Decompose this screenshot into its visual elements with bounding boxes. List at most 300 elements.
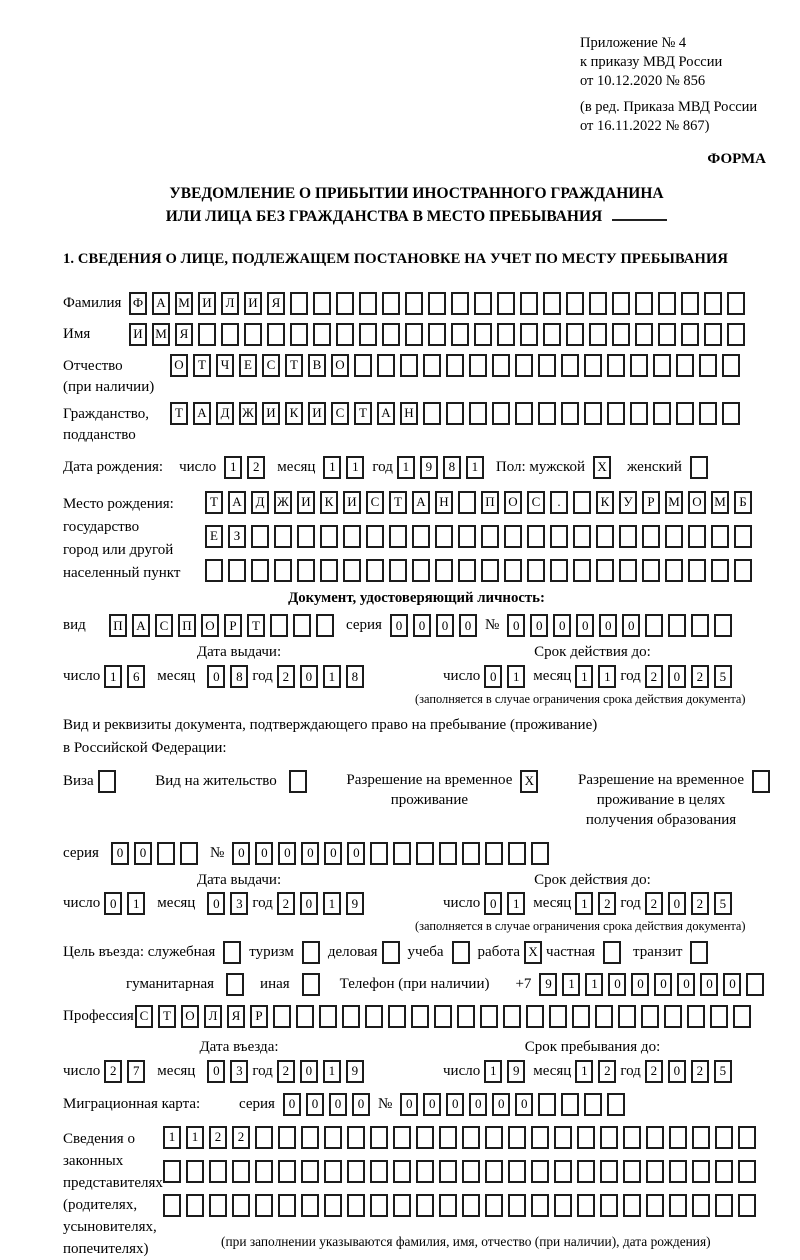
form-cell[interactable] (531, 1126, 549, 1149)
form-cell[interactable] (600, 1126, 618, 1149)
form-cell[interactable] (439, 1194, 457, 1217)
form-cell[interactable] (359, 292, 377, 315)
form-cell[interactable]: К (285, 402, 303, 425)
form-cell[interactable] (492, 402, 510, 425)
form-cell[interactable] (393, 1194, 411, 1217)
form-cell[interactable] (462, 1126, 480, 1149)
form-cell[interactable] (393, 1126, 411, 1149)
form-cell[interactable] (435, 525, 453, 548)
form-cell[interactable] (531, 1160, 549, 1183)
form-cell[interactable]: Т (193, 354, 211, 377)
form-cell[interactable] (457, 1005, 475, 1028)
form-cell[interactable] (157, 842, 175, 865)
form-cell[interactable]: Ч (216, 354, 234, 377)
form-cell[interactable] (452, 941, 470, 964)
form-cell[interactable]: 1 (127, 892, 145, 915)
form-cell[interactable] (393, 842, 411, 865)
form-cell[interactable] (343, 525, 361, 548)
form-cell[interactable] (297, 559, 315, 582)
form-cell[interactable] (572, 1005, 590, 1028)
form-cell[interactable]: 2 (232, 1126, 250, 1149)
form-cell[interactable] (370, 1160, 388, 1183)
form-cell[interactable]: 0 (207, 1060, 225, 1083)
form-cell[interactable]: А (412, 491, 430, 514)
form-cell[interactable]: 0 (723, 973, 741, 996)
form-cell[interactable] (642, 525, 660, 548)
form-cell[interactable] (451, 292, 469, 315)
form-cell[interactable] (458, 525, 476, 548)
form-cell[interactable] (690, 456, 708, 479)
form-cell[interactable] (416, 1160, 434, 1183)
form-cell[interactable] (722, 354, 740, 377)
form-cell[interactable]: 0 (677, 973, 695, 996)
form-cell[interactable] (255, 1194, 273, 1217)
form-cell[interactable] (336, 323, 354, 346)
form-cell[interactable] (319, 1005, 337, 1028)
form-cell[interactable] (301, 1194, 319, 1217)
form-cell[interactable] (573, 559, 591, 582)
form-cell[interactable] (589, 323, 607, 346)
form-cell[interactable]: 2 (598, 892, 616, 915)
form-cell[interactable] (549, 1005, 567, 1028)
form-cell[interactable] (733, 1005, 751, 1028)
form-cell[interactable] (324, 1160, 342, 1183)
form-cell[interactable]: 2 (645, 892, 663, 915)
form-cell[interactable]: 0 (654, 973, 672, 996)
form-cell[interactable] (382, 292, 400, 315)
form-cell[interactable] (423, 354, 441, 377)
form-cell[interactable]: 0 (306, 1093, 324, 1116)
form-cell[interactable] (584, 1093, 602, 1116)
form-cell[interactable] (715, 1126, 733, 1149)
form-cell[interactable]: 2 (104, 1060, 122, 1083)
form-cell[interactable] (389, 525, 407, 548)
form-cell[interactable] (618, 1005, 636, 1028)
form-cell[interactable]: С (366, 491, 384, 514)
form-cell[interactable] (301, 1126, 319, 1149)
form-cell[interactable]: Р (642, 491, 660, 514)
form-cell[interactable] (573, 491, 591, 514)
form-cell[interactable]: Т (247, 614, 265, 637)
form-cell[interactable]: 0 (668, 1060, 686, 1083)
form-cell[interactable] (612, 292, 630, 315)
form-cell[interactable]: 1 (585, 973, 603, 996)
form-cell[interactable] (612, 323, 630, 346)
form-cell[interactable] (377, 354, 395, 377)
form-cell[interactable]: 0 (111, 842, 129, 865)
form-cell[interactable]: Я (175, 323, 193, 346)
form-cell[interactable]: 1 (323, 892, 341, 915)
form-cell[interactable] (699, 402, 717, 425)
form-cell[interactable] (607, 402, 625, 425)
form-cell[interactable]: 0 (352, 1093, 370, 1116)
form-cell[interactable]: 0 (469, 1093, 487, 1116)
form-cell[interactable]: 5 (714, 892, 732, 915)
form-cell[interactable]: 1 (507, 665, 525, 688)
form-cell[interactable] (255, 1160, 273, 1183)
form-cell[interactable] (416, 1194, 434, 1217)
form-cell[interactable]: 9 (346, 1060, 364, 1083)
form-cell[interactable] (354, 354, 372, 377)
form-cell[interactable] (316, 614, 334, 637)
form-cell[interactable] (366, 525, 384, 548)
form-cell[interactable] (439, 1126, 457, 1149)
form-cell[interactable] (320, 525, 338, 548)
form-cell[interactable] (561, 354, 579, 377)
form-cell[interactable] (508, 1160, 526, 1183)
form-cell[interactable]: 2 (645, 1060, 663, 1083)
form-cell[interactable]: 0 (576, 614, 594, 637)
form-cell[interactable] (446, 402, 464, 425)
form-cell[interactable] (435, 559, 453, 582)
form-cell[interactable] (669, 1160, 687, 1183)
form-cell[interactable] (595, 1005, 613, 1028)
form-cell[interactable] (642, 559, 660, 582)
form-cell[interactable] (669, 1126, 687, 1149)
form-cell[interactable]: 3 (230, 892, 248, 915)
form-cell[interactable] (681, 292, 699, 315)
form-cell[interactable]: Р (250, 1005, 268, 1028)
form-cell[interactable]: 0 (301, 842, 319, 865)
form-cell[interactable] (366, 559, 384, 582)
form-cell[interactable]: О (170, 354, 188, 377)
form-cell[interactable] (370, 1126, 388, 1149)
form-cell[interactable]: Т (285, 354, 303, 377)
form-cell[interactable]: М (175, 292, 193, 315)
form-cell[interactable] (474, 292, 492, 315)
form-cell[interactable] (722, 402, 740, 425)
form-cell[interactable] (163, 1160, 181, 1183)
form-cell[interactable]: С (527, 491, 545, 514)
form-cell[interactable]: 2 (691, 1060, 709, 1083)
form-cell[interactable] (641, 1005, 659, 1028)
form-cell[interactable]: 9 (539, 973, 557, 996)
form-cell[interactable]: Е (205, 525, 223, 548)
form-cell[interactable] (278, 1126, 296, 1149)
form-cell[interactable] (320, 559, 338, 582)
form-cell[interactable]: С (135, 1005, 153, 1028)
form-cell[interactable]: 0 (484, 665, 502, 688)
form-cell[interactable]: 8 (346, 665, 364, 688)
form-cell[interactable] (664, 1005, 682, 1028)
form-cell[interactable]: 1 (575, 665, 593, 688)
form-cell[interactable] (738, 1194, 756, 1217)
form-cell[interactable] (458, 559, 476, 582)
form-cell[interactable] (313, 323, 331, 346)
form-cell[interactable]: И (129, 323, 147, 346)
form-cell[interactable] (400, 354, 418, 377)
form-cell[interactable] (600, 1194, 618, 1217)
form-cell[interactable]: 0 (446, 1093, 464, 1116)
form-cell[interactable] (658, 323, 676, 346)
form-cell[interactable] (527, 559, 545, 582)
form-cell[interactable] (405, 292, 423, 315)
form-cell[interactable]: А (228, 491, 246, 514)
form-cell[interactable]: И (262, 402, 280, 425)
form-cell[interactable] (274, 559, 292, 582)
form-cell[interactable]: П (178, 614, 196, 637)
form-cell[interactable]: Е (239, 354, 257, 377)
form-cell[interactable] (543, 292, 561, 315)
form-cell[interactable] (428, 292, 446, 315)
form-cell[interactable] (554, 1126, 572, 1149)
form-cell[interactable]: Н (400, 402, 418, 425)
form-cell[interactable] (554, 1160, 572, 1183)
form-cell[interactable]: 0 (668, 665, 686, 688)
form-cell[interactable]: К (596, 491, 614, 514)
form-cell[interactable] (635, 292, 653, 315)
form-cell[interactable]: 0 (436, 614, 454, 637)
form-cell[interactable] (267, 323, 285, 346)
form-cell[interactable] (669, 1194, 687, 1217)
form-cell[interactable]: 2 (277, 665, 295, 688)
form-cell[interactable] (278, 1194, 296, 1217)
form-cell[interactable]: 0 (207, 665, 225, 688)
form-cell[interactable] (676, 402, 694, 425)
form-cell[interactable]: А (152, 292, 170, 315)
form-cell[interactable] (439, 1160, 457, 1183)
form-cell[interactable] (715, 1194, 733, 1217)
form-cell[interactable]: 5 (714, 1060, 732, 1083)
form-cell[interactable]: О (201, 614, 219, 637)
form-cell[interactable]: Я (227, 1005, 245, 1028)
form-cell[interactable]: А (132, 614, 150, 637)
form-cell[interactable]: Т (389, 491, 407, 514)
form-cell[interactable] (416, 1126, 434, 1149)
form-cell[interactable] (646, 1160, 664, 1183)
form-cell[interactable]: 2 (209, 1126, 227, 1149)
form-cell[interactable]: 2 (277, 1060, 295, 1083)
form-cell[interactable] (293, 614, 311, 637)
form-cell[interactable] (645, 614, 663, 637)
form-cell[interactable] (209, 1194, 227, 1217)
form-cell[interactable] (715, 1160, 733, 1183)
form-cell[interactable]: 0 (515, 1093, 533, 1116)
form-cell[interactable] (186, 1194, 204, 1217)
form-cell[interactable] (734, 559, 752, 582)
form-cell[interactable] (688, 525, 706, 548)
form-cell[interactable] (180, 842, 198, 865)
form-cell[interactable]: 0 (134, 842, 152, 865)
form-cell[interactable]: 0 (668, 892, 686, 915)
form-cell[interactable] (274, 525, 292, 548)
form-cell[interactable]: Б (734, 491, 752, 514)
form-cell[interactable]: 1 (507, 892, 525, 915)
form-cell[interactable] (676, 354, 694, 377)
form-cell[interactable]: Д (251, 491, 269, 514)
form-cell[interactable] (538, 1093, 556, 1116)
form-cell[interactable] (223, 941, 241, 964)
form-cell[interactable] (412, 559, 430, 582)
form-cell[interactable] (589, 292, 607, 315)
form-cell[interactable] (607, 1093, 625, 1116)
form-cell[interactable]: 9 (346, 892, 364, 915)
form-cell[interactable] (691, 614, 709, 637)
form-cell[interactable]: X (520, 770, 538, 793)
form-cell[interactable] (704, 292, 722, 315)
form-cell[interactable] (393, 1160, 411, 1183)
form-cell[interactable]: У (619, 491, 637, 514)
form-cell[interactable]: 2 (247, 456, 265, 479)
form-cell[interactable]: О (688, 491, 706, 514)
form-cell[interactable]: Л (204, 1005, 222, 1028)
form-cell[interactable] (538, 402, 556, 425)
form-cell[interactable]: Р (224, 614, 242, 637)
form-cell[interactable] (186, 1160, 204, 1183)
form-cell[interactable]: 1 (575, 1060, 593, 1083)
form-cell[interactable] (630, 402, 648, 425)
form-cell[interactable]: 0 (507, 614, 525, 637)
form-cell[interactable]: 1 (186, 1126, 204, 1149)
form-cell[interactable]: 1 (575, 892, 593, 915)
form-cell[interactable] (382, 323, 400, 346)
form-cell[interactable] (607, 354, 625, 377)
form-cell[interactable]: 1 (397, 456, 415, 479)
form-cell[interactable] (370, 1194, 388, 1217)
form-cell[interactable] (343, 559, 361, 582)
form-cell[interactable] (434, 1005, 452, 1028)
form-cell[interactable]: А (193, 402, 211, 425)
form-cell[interactable]: 0 (390, 614, 408, 637)
form-cell[interactable]: 2 (691, 892, 709, 915)
form-cell[interactable]: X (524, 941, 542, 964)
form-cell[interactable]: Т (170, 402, 188, 425)
form-cell[interactable] (623, 1160, 641, 1183)
form-cell[interactable] (163, 1194, 181, 1217)
form-cell[interactable] (469, 354, 487, 377)
form-cell[interactable] (388, 1005, 406, 1028)
form-cell[interactable] (324, 1126, 342, 1149)
form-cell[interactable] (738, 1126, 756, 1149)
form-cell[interactable] (692, 1126, 710, 1149)
form-cell[interactable] (600, 1160, 618, 1183)
form-cell[interactable] (538, 354, 556, 377)
form-cell[interactable]: 7 (127, 1060, 145, 1083)
form-cell[interactable]: . (550, 491, 568, 514)
form-cell[interactable] (462, 1160, 480, 1183)
form-cell[interactable]: С (155, 614, 173, 637)
form-cell[interactable] (347, 1160, 365, 1183)
form-cell[interactable]: 0 (530, 614, 548, 637)
form-cell[interactable] (752, 770, 770, 793)
form-cell[interactable] (711, 559, 729, 582)
form-cell[interactable]: И (198, 292, 216, 315)
form-cell[interactable]: Ж (274, 491, 292, 514)
form-cell[interactable]: 0 (329, 1093, 347, 1116)
form-cell[interactable]: 1 (104, 665, 122, 688)
form-cell[interactable] (278, 1160, 296, 1183)
form-cell[interactable]: 6 (127, 665, 145, 688)
form-cell[interactable] (382, 941, 400, 964)
form-cell[interactable]: П (109, 614, 127, 637)
form-cell[interactable] (531, 842, 549, 865)
form-cell[interactable] (543, 323, 561, 346)
form-cell[interactable] (577, 1194, 595, 1217)
form-cell[interactable] (221, 323, 239, 346)
form-cell[interactable] (508, 842, 526, 865)
form-cell[interactable]: 0 (347, 842, 365, 865)
form-cell[interactable] (630, 354, 648, 377)
form-cell[interactable]: 0 (423, 1093, 441, 1116)
form-cell[interactable]: 0 (484, 892, 502, 915)
form-cell[interactable] (727, 323, 745, 346)
form-cell[interactable]: 0 (631, 973, 649, 996)
form-cell[interactable] (577, 1126, 595, 1149)
form-cell[interactable] (481, 525, 499, 548)
form-cell[interactable]: 1 (346, 456, 364, 479)
form-cell[interactable]: X (593, 456, 611, 479)
form-cell[interactable]: 0 (553, 614, 571, 637)
form-cell[interactable] (531, 1194, 549, 1217)
form-cell[interactable]: 1 (598, 665, 616, 688)
form-cell[interactable]: Л (221, 292, 239, 315)
form-cell[interactable] (738, 1160, 756, 1183)
form-cell[interactable]: 0 (278, 842, 296, 865)
form-cell[interactable] (474, 323, 492, 346)
form-cell[interactable]: 0 (608, 973, 626, 996)
form-cell[interactable] (485, 1160, 503, 1183)
form-cell[interactable] (561, 1093, 579, 1116)
form-cell[interactable]: 0 (599, 614, 617, 637)
form-cell[interactable] (462, 842, 480, 865)
form-cell[interactable] (623, 1126, 641, 1149)
form-cell[interactable] (336, 292, 354, 315)
form-cell[interactable] (423, 402, 441, 425)
form-cell[interactable] (653, 354, 671, 377)
form-cell[interactable] (714, 614, 732, 637)
form-cell[interactable] (485, 1194, 503, 1217)
form-cell[interactable] (497, 292, 515, 315)
form-cell[interactable] (302, 973, 320, 996)
form-cell[interactable] (704, 323, 722, 346)
form-cell[interactable]: С (331, 402, 349, 425)
form-cell[interactable] (347, 1126, 365, 1149)
form-cell[interactable] (503, 1005, 521, 1028)
form-cell[interactable]: 1 (224, 456, 242, 479)
form-cell[interactable] (301, 1160, 319, 1183)
form-cell[interactable] (665, 525, 683, 548)
form-cell[interactable] (554, 1194, 572, 1217)
form-cell[interactable] (497, 323, 515, 346)
form-cell[interactable] (485, 842, 503, 865)
form-cell[interactable] (550, 559, 568, 582)
form-cell[interactable] (566, 292, 584, 315)
form-cell[interactable] (746, 973, 764, 996)
form-cell[interactable]: 0 (700, 973, 718, 996)
form-cell[interactable] (481, 559, 499, 582)
form-cell[interactable] (228, 559, 246, 582)
form-cell[interactable]: 5 (714, 665, 732, 688)
form-cell[interactable] (302, 941, 320, 964)
form-cell[interactable] (270, 614, 288, 637)
form-cell[interactable]: В (308, 354, 326, 377)
form-cell[interactable] (603, 941, 621, 964)
form-cell[interactable]: 2 (277, 892, 295, 915)
form-cell[interactable] (342, 1005, 360, 1028)
form-cell[interactable] (665, 559, 683, 582)
form-cell[interactable] (508, 1194, 526, 1217)
form-cell[interactable] (566, 323, 584, 346)
form-cell[interactable] (690, 941, 708, 964)
form-cell[interactable]: 0 (324, 842, 342, 865)
form-cell[interactable] (596, 525, 614, 548)
form-cell[interactable]: 1 (323, 665, 341, 688)
form-cell[interactable] (584, 402, 602, 425)
form-cell[interactable] (255, 1126, 273, 1149)
form-cell[interactable] (251, 559, 269, 582)
form-cell[interactable] (658, 292, 676, 315)
form-cell[interactable] (596, 559, 614, 582)
